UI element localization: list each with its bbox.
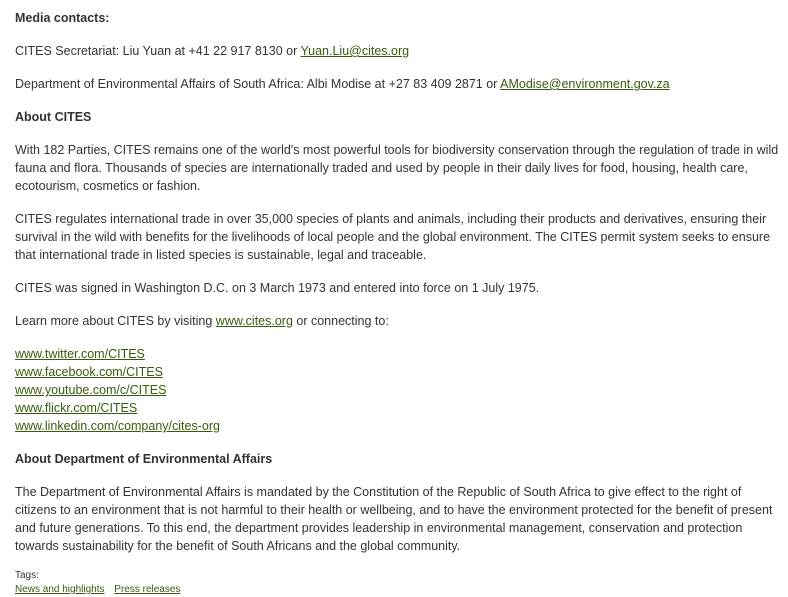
about-cites-paragraph-1: With 182 Parties, CITES remains one of the world's most powerful tools for biodiversity conservation through the regulation of trade in wild fauna and flora. Thousands of species are internationally traded and used by people in their daily lives for food, housing, health care, ecotourism, cosmetics or fashion. bbox=[15, 143, 779, 193]
dea-contact-text: Department of Environmental Affairs of South Africa: Albi Modise at +27 83 409 2871 or bbox=[15, 77, 501, 91]
tag-press-releases[interactable]: Press releases bbox=[114, 584, 181, 595]
dea-contact bbox=[15, 75, 780, 93]
tag-news-and-highlights[interactable]: News and highlights bbox=[15, 584, 105, 595]
secretariat-email-link[interactable]: Yuan.Liu@cites.org bbox=[300, 44, 410, 58]
tags-label: Tags: bbox=[15, 570, 39, 581]
about-cites-paragraph-3: CITES was signed in Washington D.C. on 3 March 1973 and entered into force on 1 July 1975. bbox=[15, 281, 540, 295]
media-contacts-heading: Media contacts: bbox=[15, 11, 110, 25]
dea-email-link[interactable]: AModise@environment.gov.za bbox=[500, 77, 670, 91]
flickr-link[interactable]: www.flickr.com/CITES bbox=[15, 401, 138, 415]
learn-more-suffix: or connecting to: bbox=[292, 314, 389, 328]
learn-more bbox=[15, 312, 780, 330]
about-dea-paragraph: The Department of Environmental Affairs is mandated by the Constitution of the Republic of South Africa to give effect to the right of citizens to an environment that is not harmful to their health or wellbeing, and to have the environment protected for the benefit of present and future generations. To this end, the department provides leadership in environmental management, conservation and protection towards sustainability for the benefit of South Africans and the global community. bbox=[15, 485, 773, 553]
secretariat-contact-text: CITES Secretariat: Liu Yuan at +41 22 917 8130 or bbox=[15, 44, 301, 58]
youtube-link[interactable]: www.youtube.com/c/CITES bbox=[15, 383, 167, 397]
social-links-list bbox=[15, 345, 780, 435]
secretariat-contact bbox=[15, 42, 780, 60]
about-dea-heading: About Department of Environmental Affairs bbox=[15, 452, 273, 466]
twitter-link[interactable]: www.twitter.com/CITES bbox=[15, 347, 145, 361]
tags-list bbox=[15, 583, 780, 597]
about-cites-heading: About CITES bbox=[15, 110, 92, 124]
linkedin-link[interactable]: www.linkedin.com/company/cites-org bbox=[15, 419, 220, 433]
learn-more-prefix: Learn more about CITES by visiting bbox=[15, 314, 216, 328]
article-body bbox=[15, 9, 780, 597]
cites-website-link[interactable]: www.cites.org bbox=[215, 314, 293, 328]
about-cites-paragraph-2: CITES regulates international trade in over 35,000 species of plants and animals, including their products and derivatives, ensuring their survival in the wild with benefits for the livelihoods of local people and the global environment. The CITES permit system seeks to ensure that international trade in listed species is sustainable, legal and traceable. bbox=[15, 212, 771, 262]
facebook-link[interactable]: www.facebook.com/CITES bbox=[15, 365, 163, 379]
